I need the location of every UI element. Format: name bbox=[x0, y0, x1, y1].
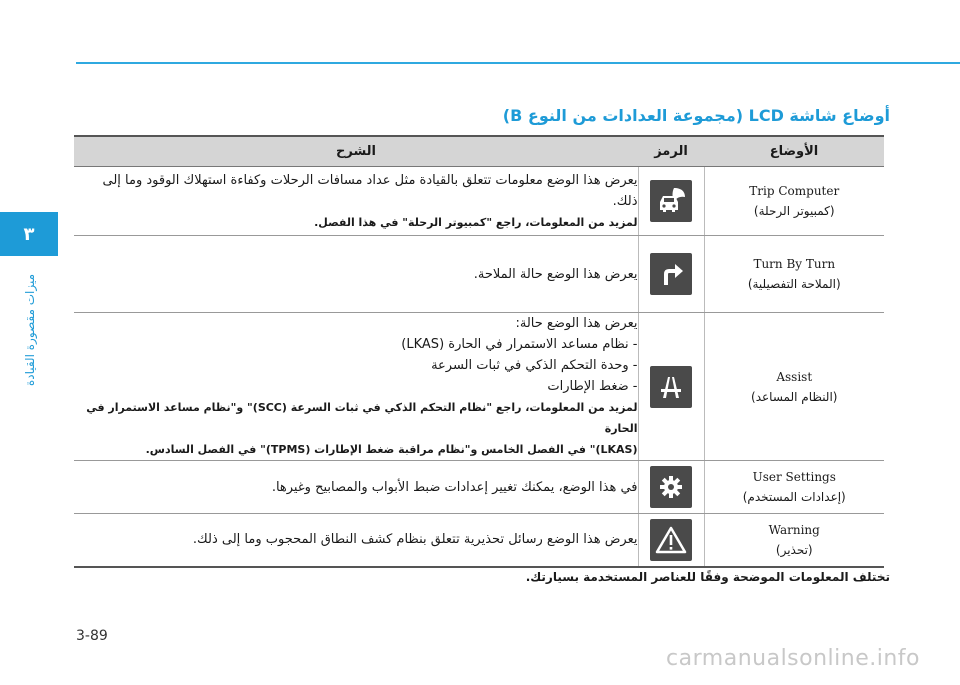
header-icon: الرمز bbox=[638, 136, 704, 167]
icon-cell bbox=[638, 313, 704, 461]
mode-cell bbox=[704, 461, 884, 514]
table-row bbox=[74, 236, 884, 313]
mode-name-ar: (الملاحة التفصيلية) bbox=[747, 277, 841, 291]
watermark: carmanualsonline.info bbox=[666, 646, 920, 671]
description-cell bbox=[74, 514, 638, 567]
icon-cell bbox=[638, 514, 704, 567]
chapter-tab[interactable]: ٣ bbox=[0, 212, 58, 256]
description-line: - نظام مساعد الاستمرار في الحارة (LKAS) bbox=[401, 337, 638, 352]
mode-name-ar: (النظام المساعد) bbox=[751, 389, 838, 404]
description-line: يعرض هذا الوضع معلومات تتعلق بالقيادة مثل عداد مسافات الرحلات وكفاءة استهلاك الوقود وما إلى ذلك. bbox=[102, 172, 638, 209]
turn-arrow-icon bbox=[650, 253, 692, 295]
warning-triangle-icon bbox=[650, 519, 692, 561]
mode-name-en: Assist bbox=[776, 369, 813, 384]
icon-cell bbox=[638, 167, 704, 236]
mode-cell bbox=[704, 236, 884, 313]
top-divider bbox=[76, 62, 960, 64]
table-row bbox=[74, 514, 884, 567]
table-row bbox=[74, 167, 884, 236]
gear-icon bbox=[650, 466, 692, 508]
description-line: - ضغط الإطارات bbox=[547, 379, 638, 394]
lcd-modes-table bbox=[74, 135, 884, 568]
reference-note: لمزيد من المعلومات، راجع "نظام التحكم الذكي في ثبات السرعة (SCC)" و"نظام مساعد الاستمرار في الحارة bbox=[86, 401, 638, 435]
page-number: 3-89 bbox=[76, 628, 108, 644]
table-row bbox=[74, 461, 884, 514]
icon-cell bbox=[638, 236, 704, 313]
description-line: يعرض هذا الوضع حالة الملاحة. bbox=[473, 266, 638, 282]
description-line: - وحدة التحكم الذكي في ثبات السرعة bbox=[431, 358, 638, 373]
reference-note: (LKAS)" في الفصل الخامس و"نظام مراقبة ضغط الإطارات (TPMS)" في الفصل السادس. bbox=[145, 443, 638, 456]
description-line: يعرض هذا الوضع رسائل تحذيرية تتعلق بنظام كشف النطاق المحجوب وما إلى ذلك. bbox=[192, 532, 638, 548]
mode-name-ar: (إعدادات المستخدم) bbox=[742, 490, 846, 504]
icon-cell bbox=[638, 461, 704, 514]
description-line: في هذا الوضع، يمكنك تغيير إعدادات ضبط الأبواب والمصابيح وغيرها. bbox=[271, 479, 638, 495]
reference-note: لمزيد من المعلومات، راجع "كمبيوتر الرحلة" في هذا الفصل. bbox=[314, 215, 638, 229]
description-cell bbox=[74, 236, 638, 313]
header-mode: الأوضاع bbox=[704, 136, 884, 167]
mode-name-en: User Settings bbox=[752, 470, 836, 484]
table-header-row bbox=[74, 136, 884, 167]
mode-name-en: Trip Computer bbox=[749, 184, 840, 198]
chapter-title: ميزات مقصورة القيادة bbox=[23, 273, 37, 387]
description-cell bbox=[74, 461, 638, 514]
description-cell bbox=[74, 167, 638, 236]
mode-name-en: Warning bbox=[768, 522, 820, 537]
lane-assist-icon bbox=[650, 366, 692, 408]
mode-name-en: Turn By Turn bbox=[753, 257, 836, 271]
car-trip-icon bbox=[650, 180, 692, 222]
header-description: الشرح bbox=[74, 136, 638, 167]
description-line: يعرض هذا الوضع حالة: bbox=[515, 316, 638, 331]
section-title: أوضاع شاشة LCD (مجموعة العدادات من النوع B) bbox=[502, 106, 890, 125]
mode-cell bbox=[704, 313, 884, 461]
mode-name-ar: (كمبيوتر الرحلة) bbox=[753, 204, 835, 218]
mode-cell bbox=[704, 167, 884, 236]
footnote: تختلف المعلومات الموضحة وفقًا للعناصر المستخدمة بسيارتك. bbox=[525, 570, 890, 584]
table-row bbox=[74, 313, 884, 461]
mode-cell bbox=[704, 514, 884, 567]
mode-name-ar: (تحذير) bbox=[775, 542, 813, 557]
description-cell bbox=[74, 313, 638, 461]
